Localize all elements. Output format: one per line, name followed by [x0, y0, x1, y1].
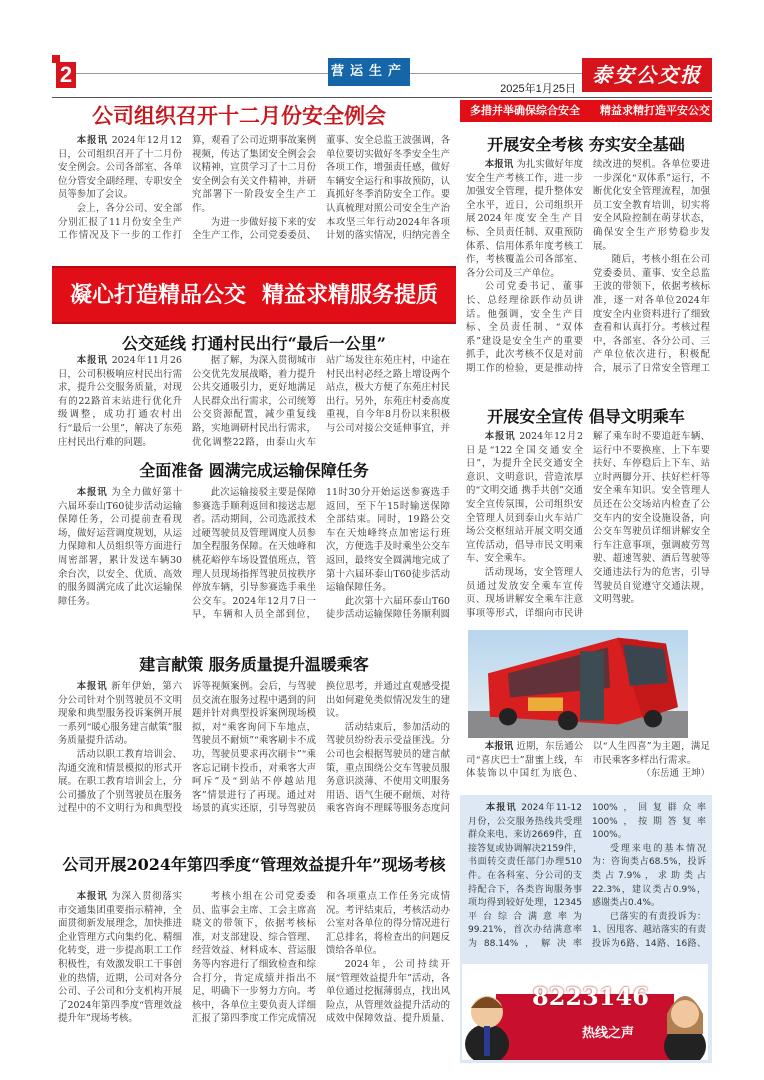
paragraph — [58, 134, 182, 202]
caption-byline: （东岳通 王坤） — [641, 768, 710, 780]
banner-center-right: 精益求精服务提质 — [262, 282, 439, 308]
paragraph-text: 活动结束后，参加活动的驾驶员纷纷表示受益匪浅。分公司也会根据驾驶员的建言献策，重点围绕公交车驾驶员服务意识淡薄、不使用文明服务用语、语气生硬不耐烦、对待乘客咨询不理睬等服务态度问 — [326, 721, 450, 815]
operator-male-icon — [462, 964, 512, 1060]
paragraph-text: 为全力做好第十六届环泰山T60徒步活动运输保障任务，公司提前查看现场，做好运营调度规划，从运力保障和人员组织等方面进行周密部署，累计发送车辆30余台次，以安全、优质、高效的服务圆满完成了此次运输保障任务。 — [58, 487, 182, 607]
paragraph-text: 已落实的有责投诉为：1、因甩客、越站落实的有责投诉为6路、14路、16路、 — [592, 911, 706, 949]
paragraph — [192, 354, 450, 454]
article-extension — [58, 354, 450, 454]
lead-label: 本报讯 — [484, 431, 516, 442]
paragraph-text: 2024年，公司持续开展“管理效益提升年”活动，各单位通过挖掘薄弱点，找出风险点，从管理效益提升活动的成效中保障效益、提升质量、 — [326, 958, 450, 1025]
banner-right-left: 多措并举确保综合安全 — [470, 104, 580, 117]
paragraph-text: 2024年12月2日是“122全国交通安全日”，为提升全民交通安全意识、文明意识，营造浓厚的“文明交通 携手共创”交通安全宣传氛围，公司组织安全管理人员到泰山火车站广场公交枢纽站开展文明交通宣传活动，倡导市民文明乘车、安全乘车。 — [466, 431, 583, 565]
paragraph-text: 考核小组在公司党委委员、监事会主席、工会主席高晓文的带领下，依据考核标准，对支部建设、综合管理、经营效益、材料成本、营运服务等内容进行了细致检查和综合打分，肯定成绩并指出不足，明确下一步努力方向。考核中，各单位主要负责人详细汇报了第四季度工作完成情况和各项重点工作任务完成情况。考评结束后，考核活动办公室对各单位的得分情况进行汇总排名，将检查出的问题反馈给各单位。 — [192, 891, 450, 1025]
paragraph-text: 此次第十六届环泰山T60徒步活动运输保障任务顺利圆 — [326, 595, 450, 621]
paragraph — [58, 680, 182, 748]
bus-photo-image — [468, 630, 688, 738]
lead-label: 本报讯 — [76, 487, 108, 498]
article-publicity — [466, 430, 710, 626]
lead-label: 本报讯 — [486, 803, 518, 813]
paragraph-text: 为深入贯彻落实市交通集团重要指示精神，全面贯彻新发展理念，加快推进企业管理方式向集约化、精细化转变，进一步提高职工工作积极性，有效激发职工干事创业的热情，近期，公司对各分公司、子公司和分支机构开展了2024年第四季度“管理效益提升年”现场考核。 — [58, 891, 182, 1025]
article-hotline — [468, 802, 706, 960]
hotline-banner — [462, 964, 708, 1060]
hotline-label: 热线之声 — [582, 1026, 635, 1041]
banner-right — [460, 100, 712, 122]
headline-management: 公司开展2024年第四季度“管理效益提升年”现场考核 — [62, 855, 446, 874]
headline-advice: 建言献策 服务质量提升温暖乘客 — [139, 655, 369, 674]
paragraph-text: 此次运输接驳主要是保障参赛选手顺利返回和接送志愿者。活动期间，公司选派技术过硬驾驶员及管理调度人员参加全程服务保障。在天烛峰和桃花峪停车场设置值班点，管理人员现场指挥驾驶员按秩序停放车辆，引导参赛选手乘坐公交车。2024年12月7日一早，车辆和人员全部到位，11时30分开始运送参赛选手返回，至下午15时输送保障全部结束。同时，19路公交车在天烛峰终点加密运行班次，方便选手及时乘坐公交车返回，最终安全圆满地完成了第十六届环泰山T60徒步活动运输保障任务。 — [192, 487, 450, 621]
paragraph-text: 新年伊始，第六分公司针对个别驾驶员不文明现象和典型服务投诉案例开展一系列“暖心服务建言献策”服务质量提升活动。 — [58, 681, 182, 747]
masthead-logo: 泰安公交报 — [582, 58, 712, 92]
article-assessment — [466, 158, 710, 380]
paragraph-text: 为进一步做好接下来的安全生产工作，公司党委委员、董事、安全总监王波强调，各单位要切实做好冬季安全生产各项工作，增强责任感，做好车辆安全运行和事故预防，认真抓好冬季消防安全工作。要认真梳理对照公司安全生产治本攻坚三年行动2024年各项计划的落实情况，归纳完善全 — [192, 135, 450, 242]
banner-center-left: 凝心打造精品公交 — [69, 282, 246, 308]
caption-lead: 本报讯 — [484, 741, 514, 752]
headline-transport: 全面准备 圆满完成运输保障任务 — [139, 461, 369, 480]
paragraph-text: 公司党委书记、董事长、总经理徐跃作动员讲话。他强调，安全生产目标、全员责任制、“双体系”建设是安全生产的重要抓手，此次考核不仅是对前期工作的检验，更是推动持续改进的契机。各单位要进一步深化“双体系”运行，不断优化安全管理流程，加强员工安全教育培训，切实将安全风险控制在萌芽状态，确保安全生产形势稳步发展。 — [466, 159, 710, 374]
photo-caption — [466, 740, 710, 794]
lead-label: 本报讯 — [76, 355, 108, 366]
lead-label: 本报讯 — [76, 135, 108, 146]
paragraph-text: 2024年12月12日，公司组织召开了十二月份安全例会。公司各部室、各单位分管安全副经理、专职安全员等参加了会议。 — [58, 135, 182, 201]
lead-label: 本报讯 — [76, 681, 108, 692]
paragraph-text: 活动现场，安全管理人员通过发放安全乘车宣传页、现场讲解安全乘车注意事项等形式，详细向市民讲解了乘车时不要追赶车辆、运行中不要换座、上下车要扶好、车停稳后上下车、站立时两脚分开、扶好栏杆等安全乘车知识。安全管理人员还在公交场站内检查了公交车内的安全设施设备，向公交车驾驶员详细讲解安全行车注意事项，强调疲劳驾驶、超速驾驶、酒后驾驶等交通违法行为的危害，引导驾驶员自觉遵守交通法规，文明驾驶。 — [466, 431, 710, 619]
headline-meeting: 公司组织召开十二月份安全例会 — [92, 103, 386, 128]
lead-label: 本报讯 — [76, 891, 108, 902]
paragraph-text: 会上，各分公司、安全部分别汇报了11月份安全生产工作情况及下一步的工作打算，观看了公司近期事故案例视频，传达了集团安全例会会议精神，宣贯学习了十二月份安全例会有关文件精神，并研究部署下一阶段安全生产工作。 — [58, 135, 316, 242]
paragraph — [592, 843, 706, 911]
article-transport — [58, 486, 450, 626]
paragraph-text: 受理来电的基本情况为：咨询类占68.5%，投诉类占7.9%，求助类占22.3%，建议类占0.9%，感谢类占0.4%。 — [592, 843, 706, 909]
paragraph — [58, 486, 182, 608]
article-management — [58, 890, 450, 1035]
lead-label: 本报讯 — [484, 159, 514, 170]
bus-photo — [468, 630, 688, 738]
paragraph-text: 随后，考核小组在公司党委委员、董事、安全总监王波的带领下，依据考核标准，逐一对各单位2024年度安全内业资料进行了细致查看和认真打分。考核过程中，各部室、各分公司、三产单位依次进行，积极配合，展示了日常安全管理工 — [593, 254, 710, 374]
section-label: 营运生产 — [328, 58, 410, 86]
header-rule — [52, 97, 712, 98]
hotline-number: 8223146 — [532, 982, 649, 1011]
banner-right-right: 精益求精打造平安公交 — [600, 104, 710, 117]
headline-publicity: 开展安全宣传 倡导文明乘车 — [487, 407, 685, 426]
paragraph — [466, 430, 583, 566]
banner-center — [52, 266, 456, 324]
paragraph-text: 2024年11-12月份，公交服务热线共受理群众来电、来访2669件，直接答复或协调解决2159件，书面转交责任部门办理510件。在各科室、分公司的支持配合下，各类咨询服务事项均得到较好处理，12345平台综合满意率为99.21%，首次办结满意率为88.14%，解决率100%，回复群众率100%，按期答复率100%。 — [468, 803, 706, 949]
operator-female-icon — [662, 964, 708, 1060]
paragraph-text: 活动以职工教育培训会、沟通交流和情景模拟的形式开展。在职工教育培训会上，分公司播放了个别驾驶员在服务过程中的不文明行为和典型投诉等视频案例。会后，与驾驶员交流在服务过程中遇到的问题并针对典型投诉案例现场模拟，对“乘客询问下车地点，驾驶员不耐烦”“乘客刷卡不成功，驾驶员要求再次刷卡”“乘客忘记刷卡投币，对乘客大声呵斥”及“到站不停越站甩客”情景进行了再现。通过对场景的真实还原，引导驾驶员换位思考，并通过直观感受提出如何避免类似情况发生的建议。 — [58, 681, 450, 815]
page-number: 2 — [56, 62, 76, 88]
paragraph — [58, 890, 182, 1026]
article-meeting — [58, 134, 450, 246]
headline-extension: 公交延线 打通村民出行“最后一公里” — [122, 334, 386, 353]
article-advice — [58, 680, 450, 820]
paragraph — [466, 158, 583, 280]
paragraph-text: 2024年11月26日，公司积极响应村民出行需求，提升公交服务质量，对现有的22路首末站进行优化升级调整，成功打通农村出行“最后一公里”，解决了东苑庄村民出行难的问题。 — [58, 355, 182, 448]
caption-text: 近期，东岳通公司“喜庆巴士”甜蜜上线，车体装饰以中国红为底色、以“人生四喜”为主题，满足市民乘客多样出行需求。 — [466, 741, 710, 780]
headline-assessment: 开展安全考核 夯实安全基础 — [487, 135, 685, 154]
issue-date: 2025年1月25日 — [500, 83, 576, 95]
paragraph — [58, 354, 182, 449]
paragraph-text: 为扎实做好年度安全生产考核工作，进一步加强安全管理，提升整体安全水平，近日，公司组织开展2024年度安全生产目标、全员责任制、双重预防体系、信用体系年度考核工作，考核覆盖公司各部室、各分公司及三产单位。 — [466, 159, 583, 279]
paragraph-text: 据了解，为深入贯彻城市公交优先发展战略，着力提升公共交通吸引力，更好地满足人民群众出行需求，公司统筹公交资源配置，减少重复线路，实地调研村民出行需求，优化调整22路，由泰山火车站广场发往东苑庄村，中途在村民出村必经之路上增设两个站点，极大方便了东苑庄村民出行。另外，东苑庄村委高度重视，自今年8月份以来积极与公司对接公交延伸事宜，并 — [192, 355, 450, 448]
